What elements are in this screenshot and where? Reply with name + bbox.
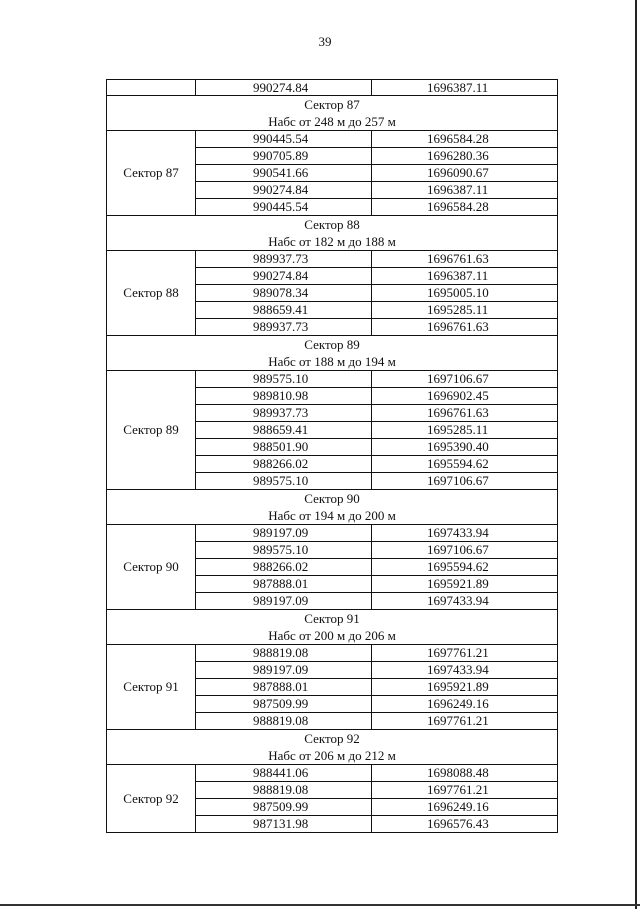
table-row (196, 781, 557, 798)
sector-title: Сектор 92 (304, 731, 360, 746)
y-coordinate: 1695390.40 (427, 439, 489, 454)
table-row (196, 472, 557, 489)
x-coordinate: 989197.09 (196, 593, 372, 609)
sector-body (107, 370, 557, 489)
table-row (196, 387, 557, 404)
y-coordinate: 1696584.28 (427, 131, 489, 146)
y-coordinate: 1698088.48 (427, 765, 489, 780)
sector-title: Сектор 90 (304, 491, 360, 506)
x-coordinate: 988266.02 (196, 559, 372, 575)
y-coordinate: 1697106.67 (427, 371, 489, 386)
x-coordinate: 990705.89 (196, 148, 372, 164)
table-row (196, 541, 557, 558)
x-coordinate: 990274.84 (196, 80, 372, 95)
x-coordinate: 987509.99 (196, 799, 372, 815)
coordinate-list (196, 645, 557, 729)
table-row (196, 251, 557, 267)
y-coordinate: 1696761.63 (427, 405, 489, 420)
y-coordinate: 1695594.62 (427, 559, 489, 574)
x-coordinate: 989937.73 (196, 405, 372, 421)
table-row (196, 284, 557, 301)
y-coordinate: 1696387.11 (427, 182, 489, 197)
table-row (196, 164, 557, 181)
y-coordinate: 1697761.21 (427, 782, 489, 797)
x-coordinate: 989937.73 (196, 251, 372, 267)
sector-body (107, 130, 557, 215)
y-coordinate: 1696584.28 (427, 199, 489, 214)
table-row (107, 80, 557, 95)
x-coordinate: 990274.84 (196, 268, 372, 284)
x-coordinate: 987509.99 (196, 696, 372, 712)
y-coordinate: 1696761.63 (427, 319, 489, 334)
y-coordinate: 1696090.67 (427, 165, 489, 180)
sector-header (107, 95, 557, 130)
y-coordinate: 1695005.10 (427, 285, 489, 300)
table-row (196, 525, 557, 541)
sector-altitude-range: Набс от 206 м до 212 м (268, 748, 396, 763)
table-row (196, 455, 557, 472)
table-row (196, 438, 557, 455)
sector-header (107, 215, 557, 250)
x-coordinate: 987888.01 (196, 576, 372, 592)
table-row (196, 575, 557, 592)
x-coordinate: 988441.06 (196, 765, 372, 781)
sector-label: Сектор 88 (107, 251, 196, 335)
sector-altitude-range: Набс от 248 м до 257 м (268, 114, 396, 129)
table-row (196, 301, 557, 318)
x-coordinate: 988501.90 (196, 439, 372, 455)
x-coordinate: 989575.10 (196, 371, 372, 387)
coordinate-list (196, 131, 557, 215)
y-coordinate: 1697433.94 (427, 593, 489, 608)
sector-title: Сектор 87 (304, 97, 360, 112)
table-row (196, 798, 557, 815)
table-row (196, 147, 557, 164)
y-coordinate: 1696249.16 (427, 696, 489, 711)
y-coordinate: 1696387.11 (427, 80, 489, 95)
y-coordinate: 1697761.21 (427, 645, 489, 660)
table-row (196, 678, 557, 695)
y-coordinate: 1697433.94 (427, 662, 489, 677)
y-coordinate: 1695921.89 (427, 679, 489, 694)
sector-altitude-range: Набс от 182 м до 188 м (268, 234, 396, 249)
table-row (196, 558, 557, 575)
y-coordinate: 1695285.11 (427, 302, 489, 317)
table-row (196, 404, 557, 421)
table-row (196, 815, 557, 832)
table-row (196, 695, 557, 712)
sector-header (107, 335, 557, 370)
table-row (196, 181, 557, 198)
y-coordinate: 1695594.62 (427, 456, 489, 471)
sector-title: Сектор 91 (304, 611, 360, 626)
table-row (196, 765, 557, 781)
sector-altitude-range: Набс от 200 м до 206 м (268, 628, 396, 643)
table-row (196, 267, 557, 284)
sector-body (107, 764, 557, 832)
sector-altitude-range: Набс от 194 м до 200 м (268, 508, 396, 523)
y-coordinate: 1697433.94 (427, 525, 489, 540)
x-coordinate: 990445.54 (196, 199, 372, 215)
sector-title: Сектор 88 (304, 217, 360, 232)
sector-header (107, 609, 557, 644)
sector-header (107, 729, 557, 764)
x-coordinate: 990541.66 (196, 165, 372, 181)
x-coordinate: 989197.09 (196, 662, 372, 678)
page-edge-bottom (0, 904, 640, 906)
y-coordinate: 1695921.89 (427, 576, 489, 591)
y-coordinate: 1696249.16 (427, 799, 489, 814)
x-coordinate: 989197.09 (196, 525, 372, 541)
x-coordinate: 989937.73 (196, 319, 372, 335)
x-coordinate: 989575.10 (196, 473, 372, 489)
table-row (196, 198, 557, 215)
coordinate-list (196, 765, 557, 832)
table-row (196, 661, 557, 678)
x-coordinate: 990445.54 (196, 131, 372, 147)
x-coordinate: 989575.10 (196, 542, 372, 558)
sector-label: Сектор 91 (107, 645, 196, 729)
coordinate-list (196, 251, 557, 335)
x-coordinate: 990274.84 (196, 182, 372, 198)
x-coordinate: 988266.02 (196, 456, 372, 472)
x-coordinate: 988659.41 (196, 422, 372, 438)
x-coordinate: 987131.98 (196, 816, 372, 832)
x-coordinate: 988819.08 (196, 713, 372, 729)
y-coordinate: 1697106.67 (427, 542, 489, 557)
sector-label: Сектор 89 (107, 371, 196, 489)
table-row (196, 131, 557, 147)
coordinate-list (196, 371, 557, 489)
x-coordinate: 989810.98 (196, 388, 372, 404)
x-coordinate: 988659.41 (196, 302, 372, 318)
y-coordinate: 1697761.21 (427, 713, 489, 728)
y-coordinate: 1696761.63 (427, 251, 489, 266)
x-coordinate: 988819.08 (196, 645, 372, 661)
table-row (196, 318, 557, 335)
y-coordinate: 1696280.36 (427, 148, 489, 163)
table-row (196, 421, 557, 438)
table-row (196, 645, 557, 661)
page-edge-right (635, 0, 637, 909)
sector-body (107, 644, 557, 729)
y-coordinate: 1696387.11 (427, 268, 489, 283)
sector-altitude-range: Набс от 188 м до 194 м (268, 354, 396, 369)
x-coordinate: 988819.08 (196, 782, 372, 798)
y-coordinate: 1695285.11 (427, 422, 489, 437)
empty-cell (107, 80, 196, 95)
sector-label: Сектор 92 (107, 765, 196, 832)
sector-title: Сектор 89 (304, 337, 360, 352)
y-coordinate: 1697106.67 (427, 473, 489, 488)
table-row (196, 371, 557, 387)
x-coordinate: 989078.34 (196, 285, 372, 301)
sector-body (107, 524, 557, 609)
coordinate-list (196, 525, 557, 609)
sector-header (107, 489, 557, 524)
sector-body (107, 250, 557, 335)
sector-label: Сектор 87 (107, 131, 196, 215)
coordinates-table (106, 79, 558, 833)
y-coordinate: 1696902.45 (427, 388, 489, 403)
table-row (196, 592, 557, 609)
x-coordinate: 987888.01 (196, 679, 372, 695)
y-coordinate: 1696576.43 (427, 816, 489, 831)
page-number: 39 (318, 34, 332, 49)
sector-label: Сектор 90 (107, 525, 196, 609)
table-row (196, 712, 557, 729)
